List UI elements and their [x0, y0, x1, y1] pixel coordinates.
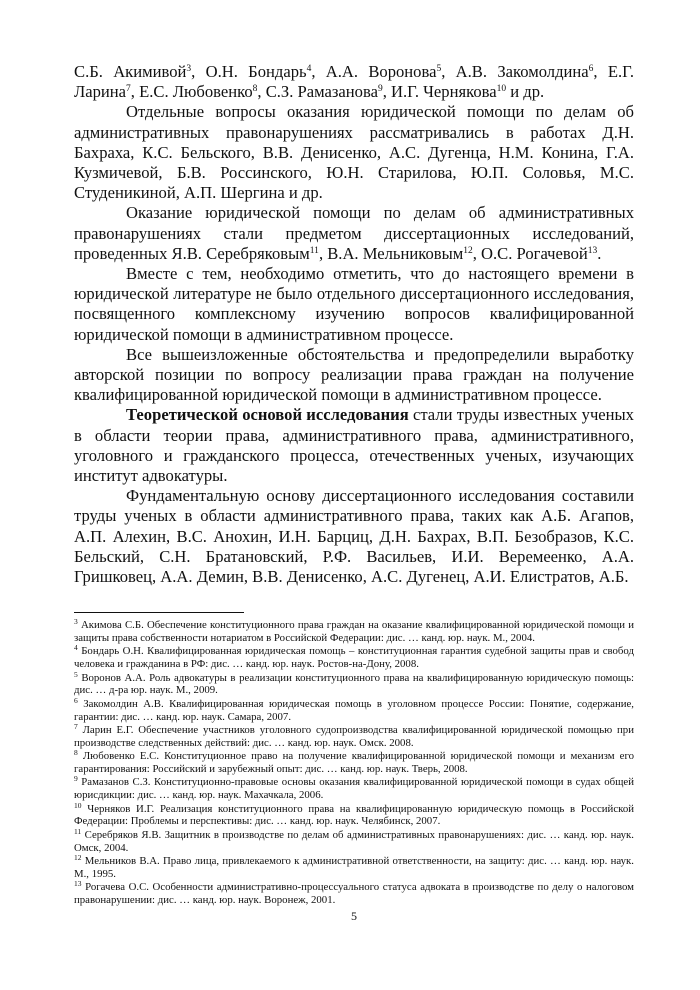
footnote-number: 13 [74, 879, 82, 889]
footnote [74, 619, 634, 645]
footnote [74, 669, 634, 698]
text-run: Вместе с тем, необходимо отметить, что до настоящего времени в юридической литературе не было отдельного диссертационного исследования, посвященного комплексному изучению вопросов квалифицированной юридической помощи в административном процессе. [74, 264, 634, 344]
footnote [74, 881, 634, 907]
text-run: , О.С. Рогачевой [472, 243, 588, 263]
footnote [74, 750, 634, 776]
footnote [74, 800, 635, 829]
footnote-text: Рогачева О.С. Особенности административно-процессуального статуса адвоката в производстве по делу о налоговом правонарушении: дис. … канд. юр. наук. Воронеж, 2001. [74, 881, 634, 906]
footnote-ref: 7 [126, 84, 131, 95]
footnote-ref: 11 [309, 245, 319, 256]
footnote-ref: 6 [588, 64, 594, 74]
footnote-number: 11 [74, 826, 82, 836]
paragraph [74, 264, 634, 345]
footnote-text: Серебряков Я.В. Защитник в производстве по делам об административных правонарушениях: дис. … канд. юр. наук. Омск, 2004. [74, 828, 635, 854]
footnote-ref: 13 [587, 245, 598, 256]
document-page [74, 62, 634, 924]
footnote-ref: 3 [186, 64, 192, 74]
footnote-ref: 4 [306, 64, 312, 74]
bold-phrase: Теоретической основой исследования [126, 405, 409, 425]
footnote [74, 724, 634, 750]
footnote-text: Черняков И.Г. Реализация конституционного права на квалифицированную юридическую помощь в Российской Федерации: Проблемы и перспективы: дис. … канд. юр. наук. Челябинск, 2007. [74, 802, 635, 828]
text-run: , О.Н. Бондарь [191, 62, 307, 81]
paragraph [74, 102, 634, 203]
footnote-number: 7 [74, 722, 78, 732]
footnote-separator [74, 612, 244, 613]
footnote-number: 6 [74, 695, 78, 705]
paragraph [74, 345, 634, 406]
footnote [74, 852, 634, 881]
text-run: , Е.Г. Ларина [74, 62, 634, 102]
text-run: С.Б. Акимивой [74, 62, 187, 81]
paragraph [74, 486, 634, 587]
footnote [74, 776, 634, 802]
paragraph [74, 62, 634, 102]
text-run: , А.В. Закомолдина [441, 62, 589, 81]
footnote-text: Любовенко Е.С. Конституционное право на получение квалифицированной юридической помощи и механизм его гарантирования: Российский и зарубежный опыт: дис. … канд. юр. наук. Тверь, 2008. [74, 750, 635, 776]
footnote [74, 695, 634, 724]
footnote-text: Акимова С.Б. Обеспечение конституционного права граждан на оказание квалифицированной юридической помощи и защиты права собственности нотариатом в Российской Федерации: дис. … канд. юр. наук. М., 2004. [74, 619, 635, 645]
footnote-number: 5 [74, 669, 78, 679]
footnote-number: 12 [74, 852, 82, 862]
footnote-text: Закомолдин А.В. Квалифицированная юридическая помощь в уголовном процессе России: Понятие, содержание, гарантии: дис. … канд. юр. наук. Самара, 2007. [74, 697, 634, 723]
paragraph [74, 405, 634, 486]
text-run: Фундаментальную основу диссертационного исследования составили труды ученых в области административного права, таких как А.Б. Агапов, А.П. Алехин, В.С. Анохин, И.Н. Барциц, Д.Н. Бахрах, В.П. Безобразов, К.С. Бельский, С.Н. Братановский, Р.Ф. Васильев, И.И. Веремеенко, А.А. Гришковец, А.А. Демин, В.В. Денисенко, А.С. Дугенец, А.И. Елистратов, А.Б. [74, 486, 634, 587]
page-number: 5 [351, 908, 357, 923]
text-run: , В.А. Мельниковым [318, 243, 464, 263]
footnote-ref: 9 [377, 84, 383, 95]
text-run: , А.А. Воронова [311, 62, 437, 81]
footnote-text: Бондарь О.Н. Квалифицированная юридическая помощь – конституционная гарантия судебной защиты прав и свобод человека и гражданина в РФ: дис. … канд. юр. наук. Ростов-на-Дону, 2008. [74, 645, 635, 671]
footnote-text: Воронов А.А. Роль адвокатуры в реализации конституционного права на квалифицированную юридическую помощь: дис. … д-ра юр. наук. М., 2009. [74, 671, 634, 697]
footnotes [74, 619, 634, 906]
text-run: Отдельные вопросы оказания юридической помощи по делам об административных правонарушениях рассматривались в работах Д.Н. Бахраха, К.С. Бельского, В.В. Денисенко, А.С. Дугенца, Н.М. Конина, Г.А. Кузмичевой, Б.В. Россинского, Ю.Н. Старилова, Ю.П. Соловья, М.С. Студеникиной, А.П. Шергина и др. [74, 102, 634, 203]
footnote-text: Мельников В.А. Право лица, привлекаемого к административной ответственности, на защиту: дис. … канд. юр. наук. М., 1995. [74, 854, 634, 880]
text-run: , Е.С. Любовенко [130, 82, 253, 102]
footnote-text: Рамазанов С.З. Конституционно-правовые основы оказания квалифицированной юридической помощи в судах общей юрисдикции: дис. … канд. юр. наук. Махачкала, 2006. [74, 776, 634, 802]
paragraph [74, 203, 634, 264]
text-run: Все вышеизложенные обстоятельства и предопределили выработку авторской позиции по вопросу реализации права граждан на получение квалифицированной юридической помощи в административном процессе. [74, 344, 634, 405]
text-run: стали труды известных ученых в области теории права, административного права, административного, уголовного и гражданского процесса, отечественных ученых, изучающих институт адвокатуры. [74, 405, 634, 486]
footnote-number: 10 [74, 800, 82, 810]
text-run: , С.З. Рамазанова [257, 82, 378, 102]
footnote-text: Ларин Е.Г. Обеспечение участников уголовного судопроизводства квалифицированной юридической помощью при производстве следственных действий: дис. … канд. юр. наук. Омск. 2008. [74, 724, 634, 749]
text-run: , И.Г. Чернякова [382, 82, 497, 102]
footnote-ref: 10 [496, 84, 507, 95]
footnote-number: 3 [74, 617, 78, 627]
footnote-ref: 8 [252, 84, 258, 95]
text-run: . [597, 243, 602, 263]
footnote-number: 4 [74, 643, 78, 653]
text-run: Оказание юридической помощи по делам об административных правонарушениях стали предметом диссертационных исследований, проведенных Я.В. Серебряковым [74, 203, 634, 263]
footnote-ref: 12 [463, 245, 473, 256]
footnote-ref: 5 [436, 64, 442, 74]
footnote-number: 9 [74, 774, 78, 784]
footnote [74, 826, 635, 855]
body-text [74, 62, 634, 587]
footnote-number: 8 [74, 748, 78, 758]
text-run: и др. [506, 82, 545, 102]
footnote [74, 645, 634, 671]
